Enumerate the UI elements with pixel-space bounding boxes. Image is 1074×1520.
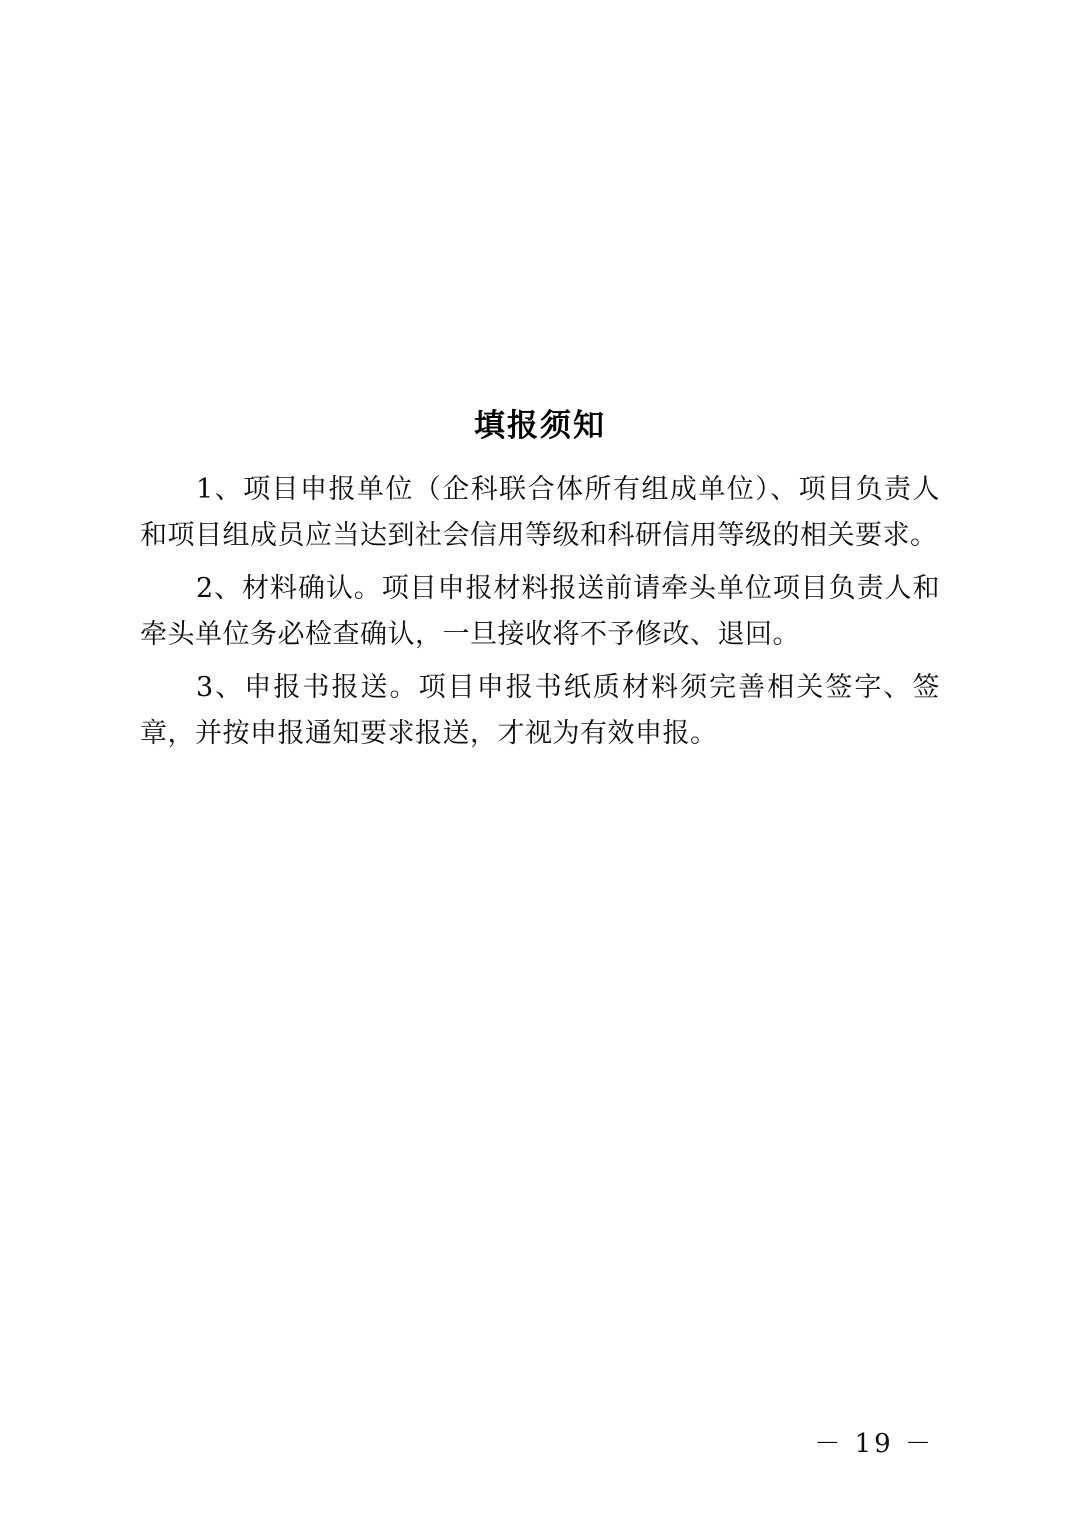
paragraph-3: 3、申报书报送。项目申报书纸质材料须完善相关签字、签章，并按申报通知要求报送，才视为有效申报。 <box>140 671 940 750</box>
page-number: － 19 － <box>814 1429 934 1459</box>
paragraph-2: 2、材料确认。项目申报材料报送前请牵头单位项目负责人和牵头单位务必检查确认，一旦接收将不予修改、退回。 <box>140 572 940 651</box>
document-body <box>140 400 940 764</box>
page-title: 填报须知 <box>474 408 606 444</box>
paragraph-1: 1、项目申报单位（企科联合体所有组成单位）、项目负责人和项目组成员应当达到社会信用等级和科研信用等级的相关要求。 <box>140 474 940 552</box>
